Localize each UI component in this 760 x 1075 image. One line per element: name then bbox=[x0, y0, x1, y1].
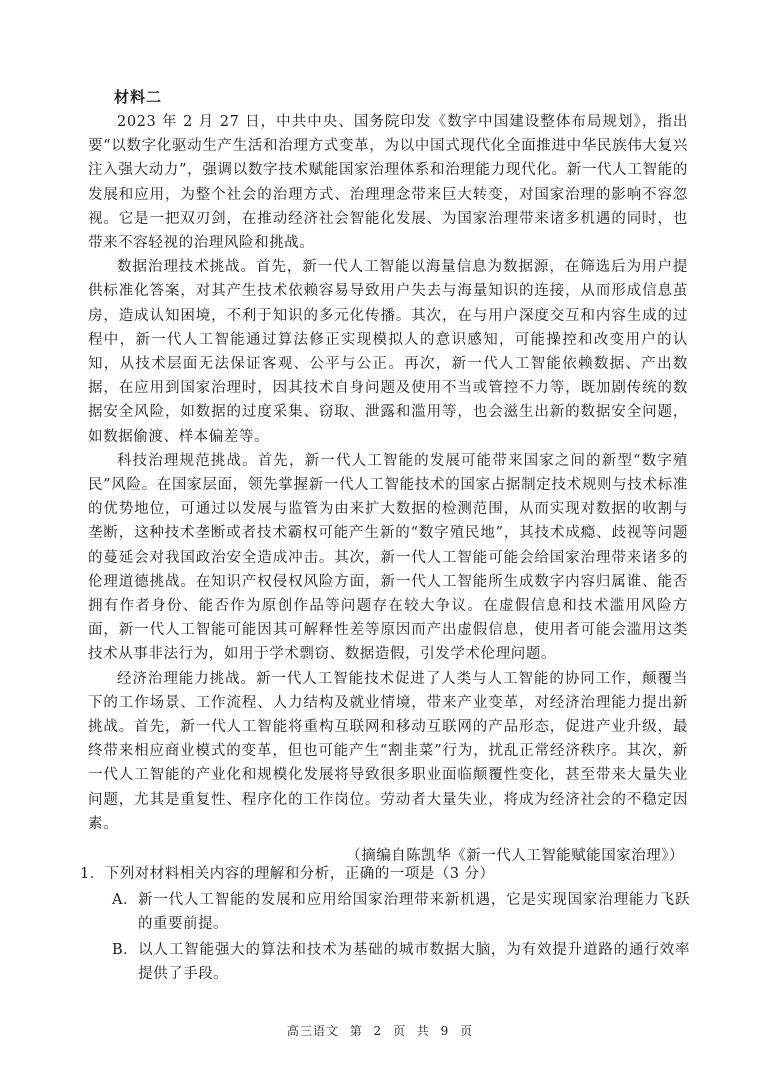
option-letter: A． bbox=[112, 892, 138, 908]
page-footer: 高三语文 第 2 页 共 9 页 bbox=[286, 1024, 474, 1038]
paragraph-economic-governance: 经济治理能力挑战。新一代人工智能技术促进了人类与人工智能的协同工作，颠覆当下的工作场景、工作流程、人力结构及就业情境，带来产业变革，对经济治理能力提出新挑战。首先，新一代人工智能将重构互联网和移动互联网的产品形态，促进产业升级，最终带来相应商业模式的变革，但也可能产生“割韭菜”行为，扰乱正常经济秩序。其次，新一代人工智能的产业化和规模化发展将导致很多职业面临颠覆性变化，甚至带来大量失业问题，尤其是重复性、程序化的工作岗位。劳动者大量失业，将成为经济社会的不稳定因素。 bbox=[88, 670, 688, 832]
question-1 bbox=[80, 862, 690, 986]
section-title: 材料二 bbox=[114, 88, 163, 106]
material-section bbox=[88, 84, 688, 868]
option-b bbox=[80, 938, 690, 986]
option-letter: B． bbox=[112, 942, 139, 958]
question-stem: 1．下列对材料相关内容的理解和分析，正确的一项是（3 分） bbox=[80, 866, 495, 882]
paragraph-intro: 2023 年 2 月 27 日，中共中央、国务院印发《数字中国建设整体布局规划》，指出要“以数字化驱动生产生活和治理方式变革，为以中国式现代化全面推进中华民族伟大复兴注入强大动力”，强调以数字技术赋能国家治理体系和治理能力现代化。新一代人工智能的发展和应用，为整个社会的治理方式、治理理念带来巨大转变，对国家治理的影响不容忽视。它是一把双刃剑，在推动经济社会智能化发展、为国家治理带来诸多机遇的同时，也带来不容轻视的治理风险和挑战。 bbox=[88, 114, 688, 252]
source-citation: （摘编自陈凯华《新一代人工智能赋能国家治理》） bbox=[346, 848, 684, 865]
paragraph-tech-governance: 科技治理规范挑战。首先，新一代人工智能的发展可能带来国家之间的新型“数字殖民”风险。在国家层面，领先掌握新一代人工智能技术的国家占据制定技术规则与技术标准的优势地位，可通过以发展与监管为由来扩大数据的检测范围，从而实现对数据的收割与垄断，这种技术垄断或者技术霸权可能产生新的“数字殖民地”，其技术成瘾、歧视等问题的蔓延会对我国政治安全造成冲击。其次，新一代人工智能可能会给国家治理带来诸多的伦理道德挑战。在知识产权侵权风险方面，新一代人工智能所生成数字内容归属谁、能否拥有作者身份、能否作为原创作品等问题存在较大争议。在虚假信息和技术滥用风险方面，新一代人工智能可能因其可解释性差等原因而产出虚假信息，使用者可能会滥用这类技术从事非法行为，如用于学术剽窃、数据造假，引发学术伦理问题。 bbox=[88, 452, 688, 663]
option-text: 新一代人工智能的发展和应用给国家治理带来新机遇，它是实现国家治理能力飞跃的重要前提。 bbox=[137, 892, 690, 932]
option-text: 以人工智能强大的算法和技术为基础的城市数据大脑，为有效提升道路的通行效率提供了手段。 bbox=[138, 942, 690, 982]
option-a bbox=[80, 888, 690, 936]
paragraph-data-governance: 数据治理技术挑战。首先，新一代人工智能以海量信息为数据源，在筛选后为用户提供标准化答案，对其产生技术依赖容易导致用户失去与海量知识的连接，从而形成信息茧房，造成认知困境，不利于知识的多元化传播。其次，在与用户深度交互和内容生成的过程中，新一代人工智能通过算法修正实现模拟人的意识感知，可能操控和改变用户的认知，从技术层面无法保证客观、公平与公正。再次，新一代人工智能依赖数据、产出数据，在应用到国家治理时，因其技术自身问题及使用不当或管控不力等，既加剧传统的数据安全风险，如数据的过度采集、窃取、泄露和滥用等，也会滋生出新的数据安全问题，如数据偷渡、样本偏差等。 bbox=[88, 259, 688, 445]
